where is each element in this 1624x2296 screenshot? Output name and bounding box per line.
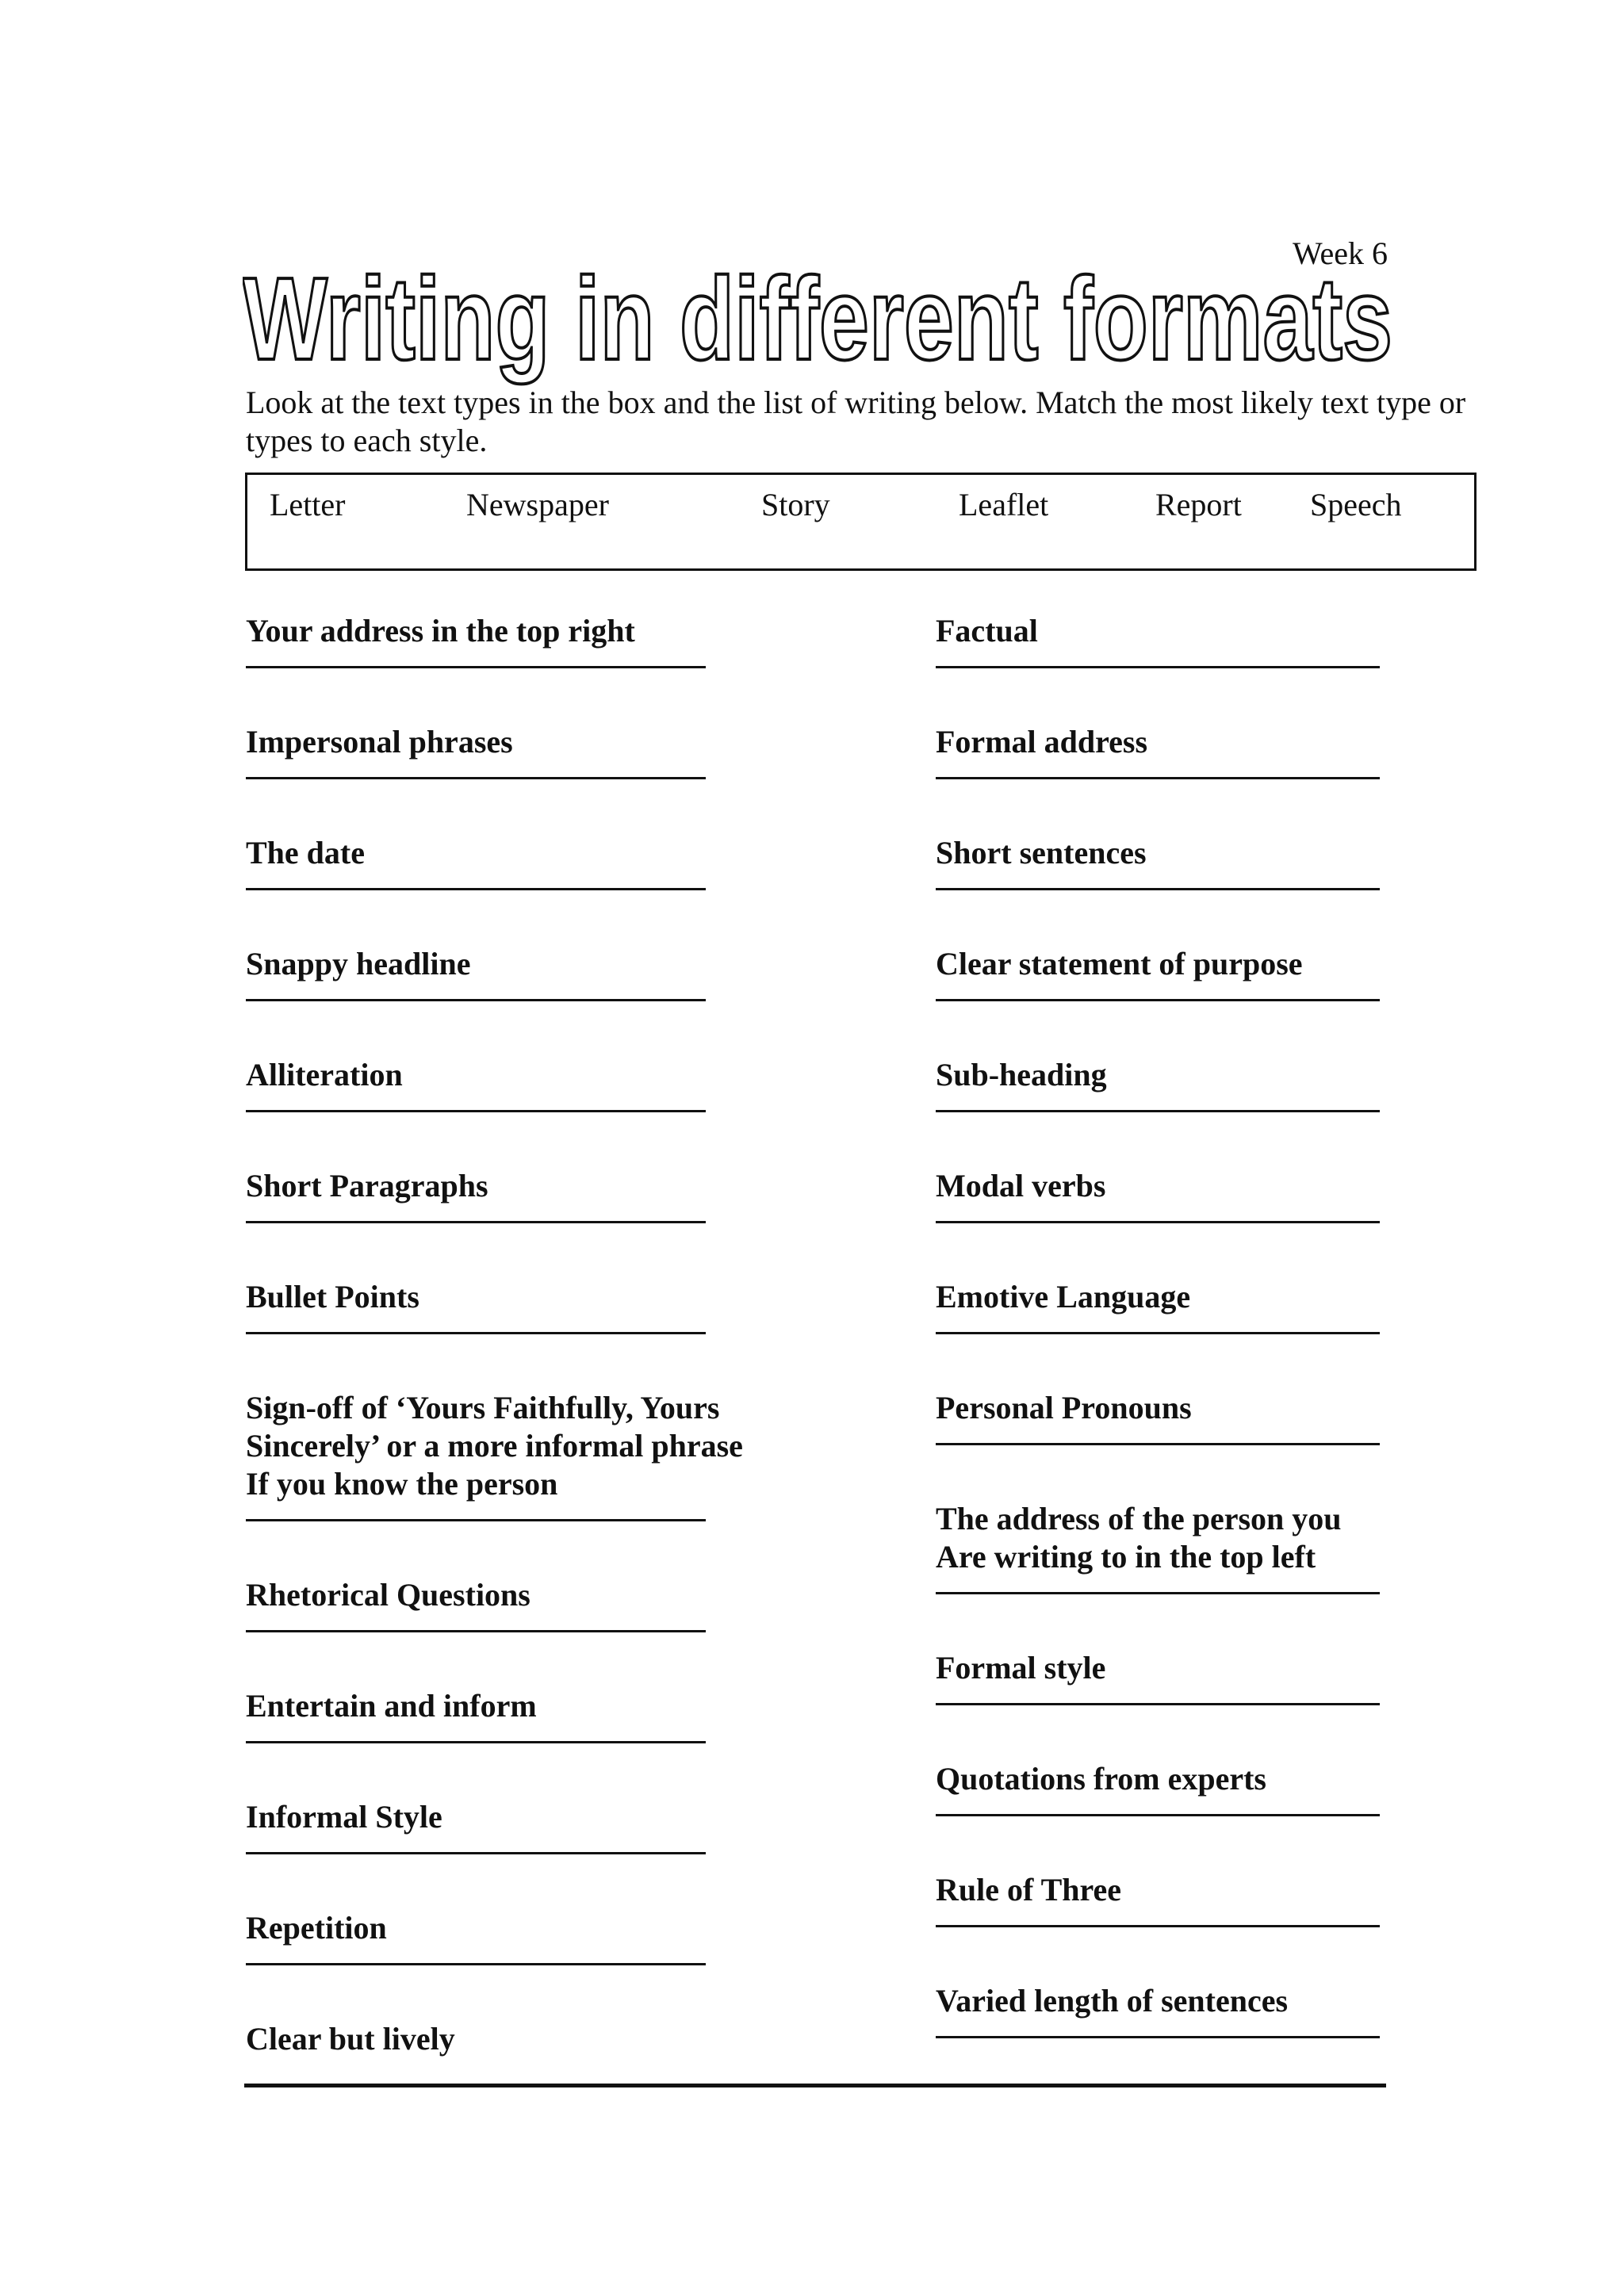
right-answer-line[interactable] [936, 888, 1380, 890]
right-answer-line[interactable] [936, 999, 1380, 1001]
bottom-divider [244, 2084, 1386, 2087]
right-prompt-5 [936, 1056, 1107, 1094]
right-prompt-2 [936, 723, 1147, 761]
left-prompt-1 [246, 612, 635, 650]
text-type-box [245, 473, 1477, 571]
text-type-speech: Speech [1310, 487, 1402, 522]
left-prompt-2 [246, 723, 513, 761]
left-prompt-line: Repetition [246, 1910, 387, 1946]
right-prompt-10 [936, 1649, 1105, 1687]
right-answer-line[interactable] [936, 1443, 1380, 1445]
text-type-story: Story [761, 487, 830, 522]
right-prompt-line: Short sentences [936, 835, 1147, 871]
left-answer-line[interactable] [246, 999, 706, 1001]
right-answer-line[interactable] [936, 1925, 1380, 1927]
right-answer-line[interactable] [936, 777, 1380, 779]
left-prompt-6 [246, 1167, 488, 1205]
left-prompt-8 [246, 1389, 743, 1503]
left-prompt-line: Impersonal phrases [246, 724, 513, 760]
right-prompt-line: Rule of Three [936, 1872, 1122, 1908]
left-answer-line[interactable] [246, 1741, 706, 1743]
right-answer-line[interactable] [936, 1592, 1380, 1594]
right-prompt-4 [936, 945, 1303, 983]
right-answer-line[interactable] [936, 1332, 1380, 1334]
right-prompt-line: Clear statement of purpose [936, 946, 1303, 982]
left-prompt-line: Clear but lively [246, 2021, 455, 2057]
right-prompt-line: Quotations from experts [936, 1761, 1266, 1797]
right-prompt-6 [936, 1167, 1105, 1205]
left-answer-line[interactable] [246, 666, 706, 668]
left-answer-line[interactable] [246, 1221, 706, 1223]
worksheet-title-text: Writing in different formats [243, 254, 1392, 385]
right-prompt-12 [936, 1871, 1121, 1909]
text-type-letter: Letter [270, 487, 346, 522]
week-label: Week 6 [1292, 235, 1388, 271]
right-answer-line[interactable] [936, 666, 1380, 668]
right-prompt-line: Personal Pronouns [936, 1390, 1192, 1425]
left-answer-line[interactable] [246, 1963, 706, 1965]
left-prompt-7 [246, 1278, 419, 1316]
left-prompt-line: If you know the person [246, 1466, 558, 1502]
right-prompt-line: Factual [936, 613, 1038, 649]
worksheet-title [243, 252, 1400, 387]
left-prompt-line: Entertain and inform [246, 1688, 537, 1724]
left-prompt-13 [246, 2020, 455, 2058]
right-prompt-line: Formal address [936, 724, 1148, 760]
left-answer-line[interactable] [246, 888, 706, 890]
left-answer-line[interactable] [246, 1852, 706, 1854]
left-prompt-line: Bullet Points [246, 1279, 419, 1314]
left-prompt-12 [246, 1909, 387, 1947]
left-answer-line[interactable] [246, 777, 706, 779]
left-prompt-5 [246, 1056, 403, 1094]
text-type-leaflet: Leaflet [959, 487, 1049, 522]
right-prompt-11 [936, 1760, 1266, 1798]
left-prompt-line: Snappy headline [246, 946, 471, 982]
right-prompt-line: Varied length of sentences [936, 1983, 1289, 2019]
right-prompt-line: The address of the person you [936, 1501, 1342, 1536]
right-prompt-9 [936, 1500, 1342, 1576]
right-prompt-7 [936, 1278, 1190, 1316]
left-prompt-line: The date [246, 835, 365, 871]
right-answer-line[interactable] [936, 2036, 1380, 2038]
right-prompt-line: Formal style [936, 1650, 1106, 1686]
left-prompt-4 [246, 945, 470, 983]
right-prompt-13 [936, 1982, 1288, 2020]
left-prompt-3 [246, 834, 365, 872]
right-answer-line[interactable] [936, 1703, 1380, 1705]
left-answer-line[interactable] [246, 1332, 706, 1334]
left-prompt-line: Alliteration [246, 1057, 403, 1093]
left-prompt-10 [246, 1687, 537, 1725]
right-prompt-line: Emotive Language [936, 1279, 1191, 1314]
left-prompt-line: Sincerely’ or a more informal phrase [246, 1428, 743, 1464]
left-prompt-9 [246, 1576, 530, 1614]
right-prompt-1 [936, 612, 1038, 650]
left-prompt-11 [246, 1798, 442, 1836]
text-type-report: Report [1155, 487, 1242, 522]
right-prompt-line: Are writing to in the top left [936, 1539, 1316, 1575]
right-answer-line[interactable] [936, 1110, 1380, 1112]
left-prompt-line: Short Paragraphs [246, 1168, 488, 1203]
left-answer-line[interactable] [246, 1630, 706, 1632]
text-type-newspaper: Newspaper [466, 487, 609, 522]
left-prompt-line: Informal Style [246, 1799, 442, 1835]
instructions-text: Look at the text types in the box and the list of writing below. Match the most likely text type or types to each style. [246, 385, 1466, 458]
right-prompt-line: Sub-heading [936, 1057, 1107, 1093]
right-prompt-8 [936, 1389, 1192, 1427]
left-answer-line[interactable] [246, 1519, 706, 1521]
left-prompt-line: Rhetorical Questions [246, 1577, 530, 1613]
left-prompt-line: Your address in the top right [246, 613, 635, 649]
right-prompt-3 [936, 834, 1147, 872]
left-prompt-line: Sign-off of ‘Yours Faithfully, Yours [246, 1390, 720, 1425]
right-answer-line[interactable] [936, 1814, 1380, 1816]
left-answer-line[interactable] [246, 1110, 706, 1112]
right-answer-line[interactable] [936, 1221, 1380, 1223]
right-prompt-line: Modal verbs [936, 1168, 1106, 1203]
